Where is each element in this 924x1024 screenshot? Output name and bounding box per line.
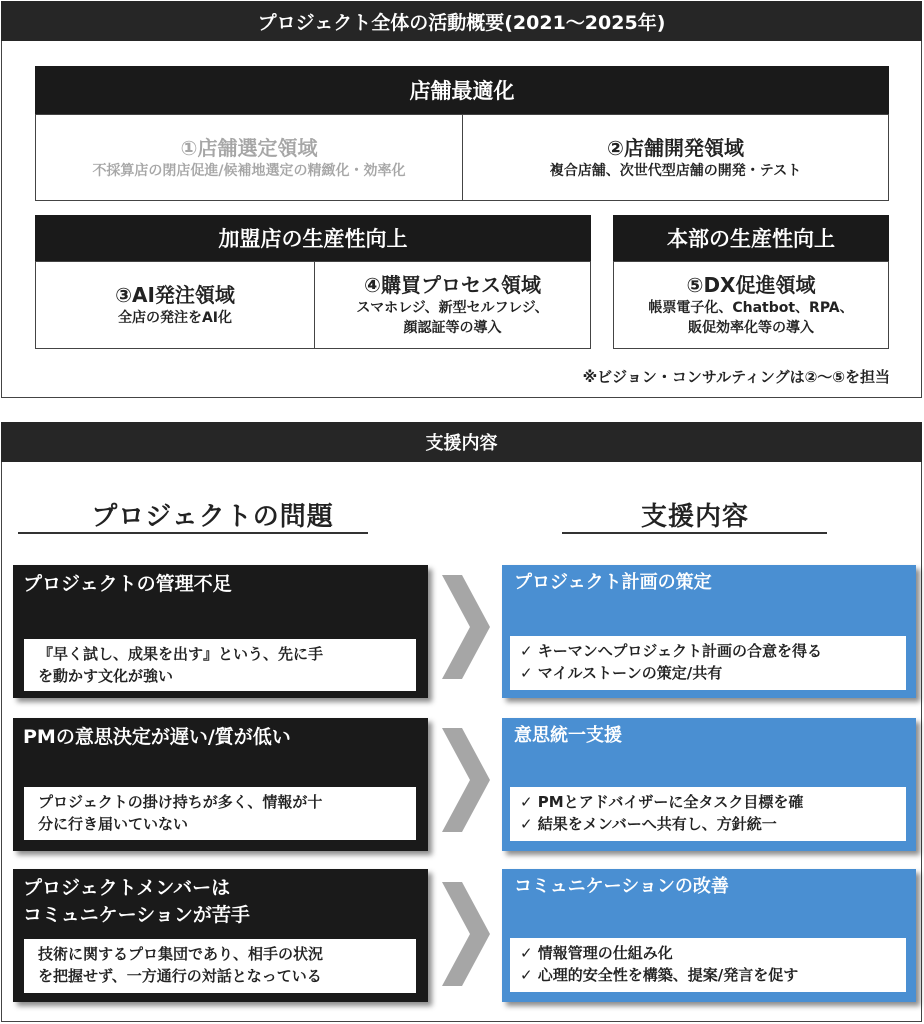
cell-purchase-process xyxy=(314,261,591,349)
support-heading: 支援内容 xyxy=(640,502,749,532)
cell-ai-ordering xyxy=(35,261,315,349)
arrow-icon xyxy=(442,728,490,832)
problem-title: プロジェクトの管理不足 xyxy=(23,573,232,595)
solution-item: ✓ 結果をメンバーへ共有し、方針統一 xyxy=(520,815,777,833)
cell-title: ③AI発注領域 xyxy=(115,283,235,307)
cell-dx-promotion xyxy=(613,261,889,349)
arrow-shape xyxy=(442,728,490,832)
group-store-optimization-header xyxy=(35,66,889,114)
group-label: 本部の生産性向上 xyxy=(667,227,835,251)
solution-title: プロジェクト計画の策定 xyxy=(514,572,712,593)
cell-desc: 複合店舗、次世代型店舗の開発・テスト xyxy=(549,162,802,179)
overview-title: プロジェクト全体の活動概要(2021～2025年) xyxy=(257,11,666,34)
arrow-icon xyxy=(442,575,490,679)
problem-desc: プロジェクトの掛け持ちが多く、情報が十 分に行き届いていない xyxy=(24,787,416,840)
cell-desc: 不採算店の閉店促進/候補地選定の精緻化・効率化 xyxy=(92,162,406,179)
cell-desc: 全店の発注をAI化 xyxy=(117,310,233,326)
cell-store-development xyxy=(462,114,889,201)
solution-item: ✓ マイルストーンの策定/共有 xyxy=(520,664,723,682)
solution-item: ✓ 情報管理の仕組み化 xyxy=(520,944,673,962)
overview-note: ※ビジョン・コンサルティングは②～⑤を担当 xyxy=(582,368,890,386)
problems-heading: プロジェクトの問題 xyxy=(91,502,334,532)
support-title-bar xyxy=(1,422,922,462)
group-label: 加盟店の生産性向上 xyxy=(218,227,408,251)
problem-desc: 技術に関するプロ集団であり、相手の状況 を把握せず、一方通行の対話となっている xyxy=(24,939,416,993)
problem-desc: 『早く試し、成果を出す』という、先に手 を動かす文化が強い xyxy=(24,639,416,691)
solution-item: ✓ PMとアドバイザーに全タスク目標を確 xyxy=(520,793,804,811)
arrow-shape xyxy=(442,882,490,986)
cell-title: ④購買プロセス領域 xyxy=(364,273,541,297)
solution-list xyxy=(510,787,906,841)
cell-title: ⑤DX促進領域 xyxy=(686,273,816,297)
solution-item: ✓ キーマンへプロジェクト計画の合意を得る xyxy=(520,642,823,660)
support-title: 支援内容 xyxy=(425,433,498,454)
support-heading-underline xyxy=(562,532,827,534)
cell-title: ②店舗開発領域 xyxy=(607,135,744,160)
problem-title: PMの意思決定が遅い/質が低い xyxy=(23,726,291,748)
solution-title: 意思統一支援 xyxy=(514,725,622,746)
arrow-shape xyxy=(442,575,490,679)
cell-store-selection xyxy=(35,114,463,201)
group-hq-productivity-header xyxy=(613,215,889,261)
arrow-icon xyxy=(442,882,490,986)
group-label: 店舗最適化 xyxy=(409,79,515,103)
solution-title: コミュニケーションの改善 xyxy=(514,876,729,897)
problems-heading-underline xyxy=(18,532,368,534)
cell-desc: スマホレジ、新型セルフレジ、 顔認証等の導入 xyxy=(356,300,549,336)
overview-title-bar xyxy=(1,1,922,41)
group-franchise-productivity-header xyxy=(35,215,591,261)
problem-title: プロジェクトメンバーは コミュニケーションが苦手 xyxy=(23,877,250,926)
solution-list xyxy=(510,636,906,690)
cell-desc: 帳票電子化、Chatbot、RPA、 販促効率化等の導入 xyxy=(648,300,854,336)
solution-list xyxy=(510,938,906,992)
solution-item: ✓ 心理的安全性を構築、提案/発言を促す xyxy=(520,966,799,984)
cell-title: ①店舗選定領域 xyxy=(180,135,318,160)
